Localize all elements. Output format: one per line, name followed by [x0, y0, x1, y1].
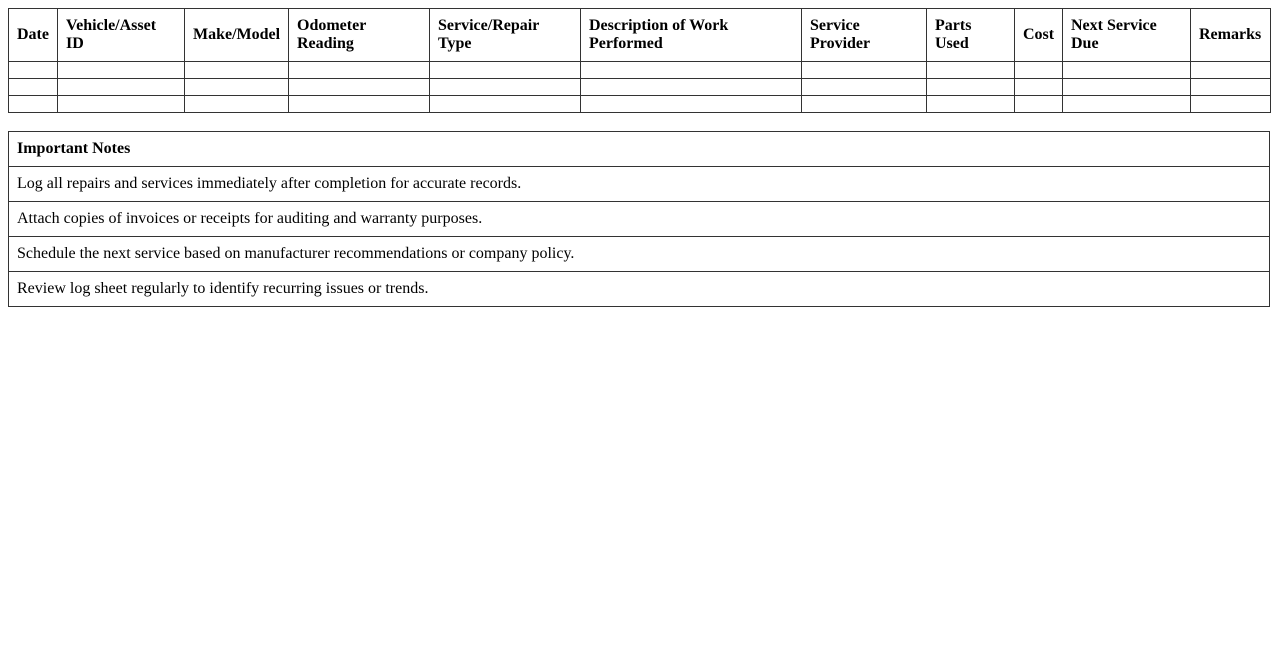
table-row [9, 62, 1271, 79]
table-cell[interactable] [9, 79, 58, 96]
table-cell[interactable] [1015, 96, 1063, 113]
column-header-remarks: Remarks [1191, 9, 1271, 62]
table-cell[interactable] [581, 79, 802, 96]
table-cell[interactable] [927, 79, 1015, 96]
list-item [9, 167, 1270, 202]
table-cell[interactable] [289, 62, 430, 79]
table-cell[interactable] [289, 96, 430, 113]
column-header-service-provider: Service Provider [802, 9, 927, 62]
maintenance-log-table [8, 8, 1271, 113]
table-cell[interactable] [802, 62, 927, 79]
note-text: Schedule the next service based on manufacturer recommendations or company policy. [9, 237, 1270, 272]
list-item [9, 272, 1270, 307]
table-row [9, 79, 1271, 96]
important-notes-table [8, 131, 1270, 307]
table-cell[interactable] [1063, 62, 1191, 79]
table-row [9, 96, 1271, 113]
table-cell[interactable] [289, 79, 430, 96]
note-text: Log all repairs and services immediately after completion for accurate records. [9, 167, 1270, 202]
table-cell[interactable] [185, 79, 289, 96]
table-cell[interactable] [9, 96, 58, 113]
column-header-next-service-due: Next Service Due [1063, 9, 1191, 62]
table-cell[interactable] [430, 62, 581, 79]
column-header-date: Date [9, 9, 58, 62]
column-header-cost: Cost [1015, 9, 1063, 62]
page [0, 0, 1278, 307]
column-header-parts-used: Parts Used [927, 9, 1015, 62]
table-cell[interactable] [9, 62, 58, 79]
column-header-description-of-work: Description of Work Performed [581, 9, 802, 62]
table-cell[interactable] [802, 79, 927, 96]
table-cell[interactable] [927, 62, 1015, 79]
list-item [9, 202, 1270, 237]
table-cell[interactable] [927, 96, 1015, 113]
table-cell[interactable] [1063, 79, 1191, 96]
table-cell[interactable] [58, 79, 185, 96]
table-cell[interactable] [185, 62, 289, 79]
table-cell[interactable] [58, 96, 185, 113]
column-header-vehicle-asset-id: Vehicle/Asset ID [58, 9, 185, 62]
notes-heading: Important Notes [9, 132, 1270, 167]
table-cell[interactable] [430, 96, 581, 113]
note-text: Attach copies of invoices or receipts for auditing and warranty purposes. [9, 202, 1270, 237]
table-cell[interactable] [581, 62, 802, 79]
table-cell[interactable] [1015, 79, 1063, 96]
table-cell[interactable] [1191, 79, 1271, 96]
table-header-row [9, 9, 1271, 62]
table-cell[interactable] [1191, 62, 1271, 79]
table-cell[interactable] [185, 96, 289, 113]
column-header-make-model: Make/Model [185, 9, 289, 62]
table-cell[interactable] [58, 62, 185, 79]
list-item [9, 237, 1270, 272]
table-cell[interactable] [1063, 96, 1191, 113]
table-cell[interactable] [802, 96, 927, 113]
notes-heading-row [9, 132, 1270, 167]
column-header-odometer-reading: Odometer Reading [289, 9, 430, 62]
table-cell[interactable] [581, 96, 802, 113]
table-cell[interactable] [1191, 96, 1271, 113]
table-cell[interactable] [1015, 62, 1063, 79]
table-cell[interactable] [430, 79, 581, 96]
column-header-service-repair-type: Service/Repair Type [430, 9, 581, 62]
note-text: Review log sheet regularly to identify recurring issues or trends. [9, 272, 1270, 307]
